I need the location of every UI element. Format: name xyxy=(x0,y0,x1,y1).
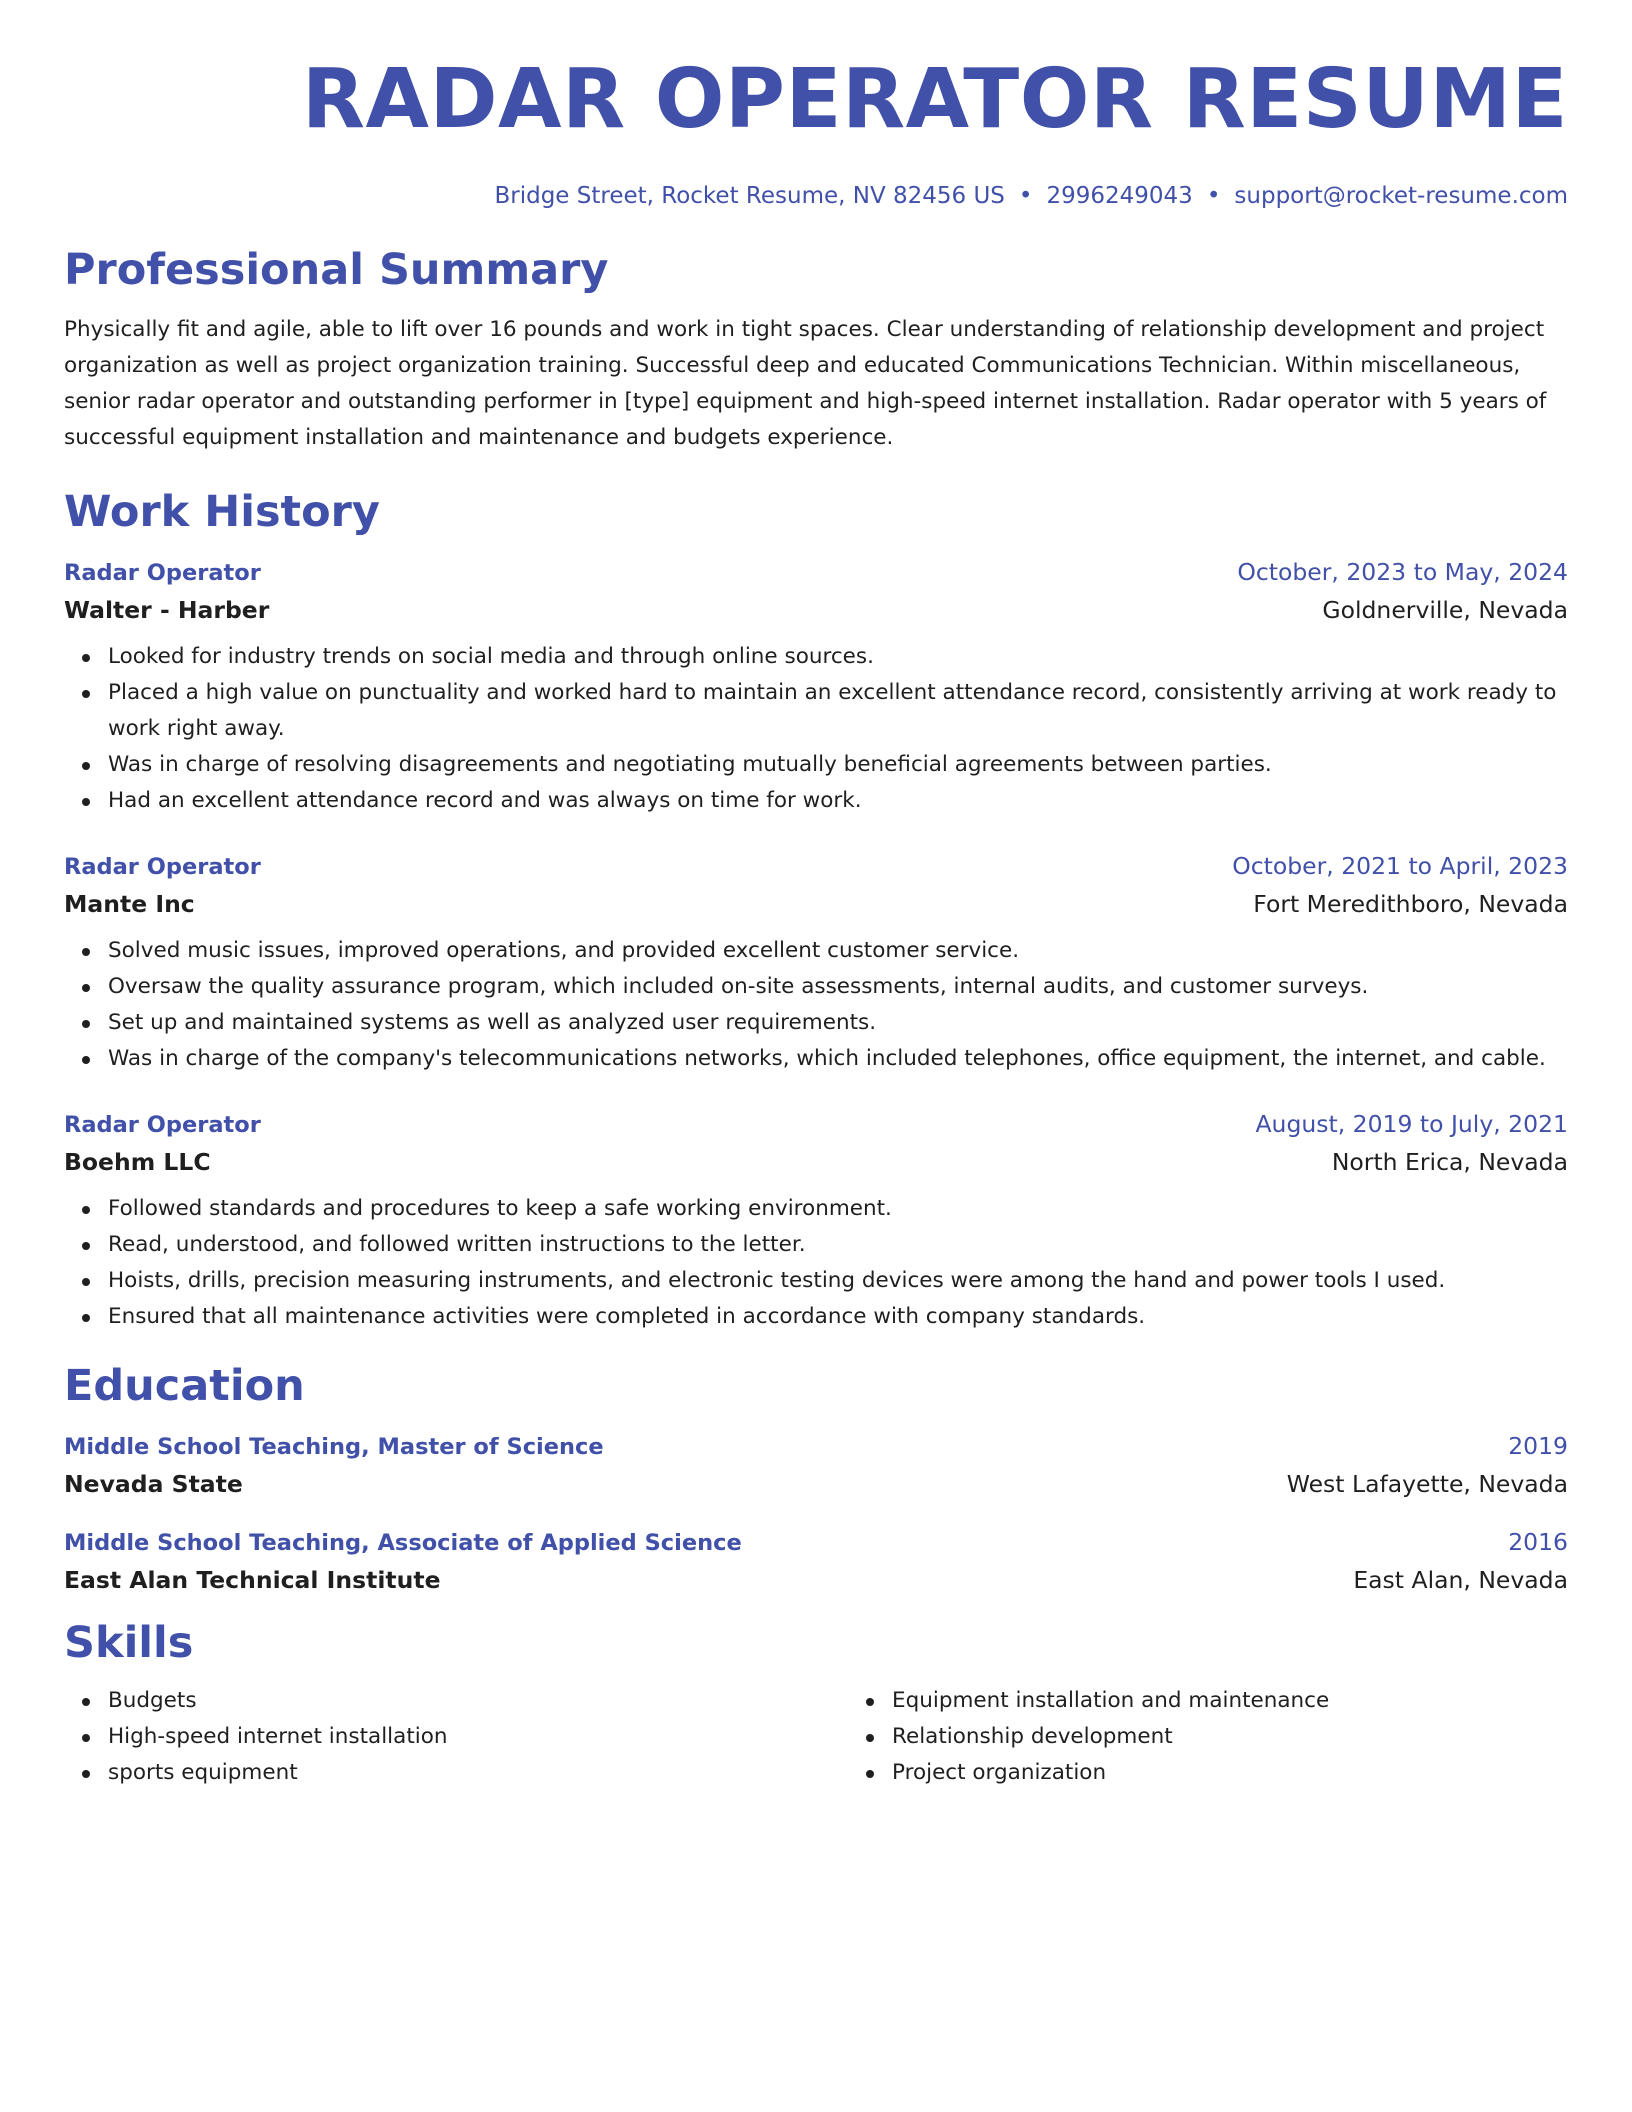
job-title: Radar Operator xyxy=(64,560,261,586)
list-item: Had an excellent attendance record and was always on time for work. xyxy=(108,783,1568,819)
section-heading-education: Education xyxy=(64,1361,305,1411)
list-item: Placed a high value on punctuality and worked hard to maintain an excellent attendance record, consistently arriving at work ready to work right away. xyxy=(108,675,1568,747)
education-location: East Alan, Nevada xyxy=(1353,1566,1568,1594)
skill-item: Relationship development xyxy=(892,1719,1632,1755)
contact-phone: 2996249043 xyxy=(1046,183,1193,209)
job-location: North Erica, Nevada xyxy=(1331,1148,1568,1176)
education-degree: Middle School Teaching, Master of Science xyxy=(64,1434,604,1460)
skills-list-right xyxy=(848,1683,1632,1791)
education-school: East Alan Technical Institute xyxy=(64,1566,441,1594)
job-bullets xyxy=(64,639,1568,819)
list-item: Oversaw the quality assurance program, which included on-site assessments, internal audits, and customer surveys. xyxy=(108,969,1568,1005)
skill-item: High-speed internet installation xyxy=(108,1719,848,1755)
job-header-row xyxy=(64,1110,1568,1138)
work-history-section xyxy=(64,487,1568,1335)
job-location: Fort Meredithboro, Nevada xyxy=(1253,890,1568,918)
contact-line xyxy=(64,185,1568,208)
education-year: 2019 xyxy=(1508,1432,1568,1460)
list-item: Ensured that all maintenance activities were completed in accordance with company standards. xyxy=(108,1299,1568,1335)
job-dates: August, 2019 to July, 2021 xyxy=(1255,1110,1568,1138)
job-org-row xyxy=(64,596,1568,624)
job-company: Walter - Harber xyxy=(64,596,270,624)
job-title: Radar Operator xyxy=(64,1112,261,1138)
contact-address: Bridge Street, Rocket Resume, NV 82456 US xyxy=(494,183,1005,209)
education-school: Nevada State xyxy=(64,1470,243,1498)
education-location: West Lafayette, Nevada xyxy=(1286,1470,1568,1498)
section-heading-summary: Professional Summary xyxy=(64,245,609,295)
job-dates: October, 2021 to April, 2023 xyxy=(1232,852,1568,880)
skills-section xyxy=(64,1618,1568,1791)
list-item: Read, understood, and followed written instructions to the letter. xyxy=(108,1227,1568,1263)
summary-text: Physically fit and agile, able to lift over 16 pounds and work in tight spaces. Clear understanding of relationship development and project organization as well as project organization training. Successful deep and educated Communications Technician. Within miscellaneous, senior radar operator and outstanding performer in [type] equipment and high-speed internet installation. Radar operator with 5 years of successful equipment installation and maintenance and budgets experience. xyxy=(64,317,1547,450)
skill-item: sports equipment xyxy=(108,1755,848,1791)
list-item: Was in charge of resolving disagreements and negotiating mutually beneficial agreements between parties. xyxy=(108,747,1568,783)
job-company: Mante Inc xyxy=(64,890,195,918)
skills-columns xyxy=(64,1683,1568,1791)
job-entry xyxy=(64,1110,1568,1335)
skills-list-left xyxy=(64,1683,848,1791)
section-heading-skills: Skills xyxy=(64,1618,194,1668)
education-header-row xyxy=(64,1432,1568,1460)
skill-item: Budgets xyxy=(108,1683,848,1719)
job-dates: October, 2023 to May, 2024 xyxy=(1237,558,1568,586)
job-header-row xyxy=(64,558,1568,586)
job-company: Boehm LLC xyxy=(64,1148,211,1176)
education-school-row xyxy=(64,1470,1568,1498)
skill-item: Equipment installation and maintenance xyxy=(892,1683,1632,1719)
job-bullets xyxy=(64,933,1568,1077)
job-bullets xyxy=(64,1191,1568,1335)
contact-separator: • xyxy=(1018,183,1033,209)
job-header-row xyxy=(64,852,1568,880)
list-item: Hoists, drills, precision measuring instruments, and electronic testing devices were among the hand and power tools I used. xyxy=(108,1263,1568,1299)
list-item: Was in charge of the company's telecommunications networks, which included telephones, office equipment, the internet, and cable. xyxy=(108,1041,1568,1077)
resume-title: RADAR OPERATOR RESUME xyxy=(301,52,1568,147)
job-org-row xyxy=(64,1148,1568,1176)
summary-section xyxy=(64,245,1568,456)
skill-item: Project organization xyxy=(892,1755,1632,1791)
list-item: Followed standards and procedures to keep a safe working environment. xyxy=(108,1191,1568,1227)
list-item: Looked for industry trends on social media and through online sources. xyxy=(108,639,1568,675)
contact-separator: • xyxy=(1206,183,1221,209)
job-title: Radar Operator xyxy=(64,854,261,880)
job-entry xyxy=(64,558,1568,819)
list-item: Solved music issues, improved operations, and provided excellent customer service. xyxy=(108,933,1568,969)
education-entry xyxy=(64,1432,1568,1498)
education-school-row xyxy=(64,1566,1568,1594)
job-org-row xyxy=(64,890,1568,918)
job-entry xyxy=(64,852,1568,1077)
contact-email[interactable]: support@rocket-resume.com xyxy=(1234,183,1568,209)
education-section xyxy=(64,1361,1568,1594)
section-heading-work-history: Work History xyxy=(64,487,380,537)
education-header-row xyxy=(64,1528,1568,1556)
education-entry xyxy=(64,1528,1568,1594)
job-location: Goldnerville, Nevada xyxy=(1322,596,1568,624)
education-year: 2016 xyxy=(1508,1528,1568,1556)
list-item: Set up and maintained systems as well as analyzed user requirements. xyxy=(108,1005,1568,1041)
education-degree: Middle School Teaching, Associate of Applied Science xyxy=(64,1530,742,1556)
